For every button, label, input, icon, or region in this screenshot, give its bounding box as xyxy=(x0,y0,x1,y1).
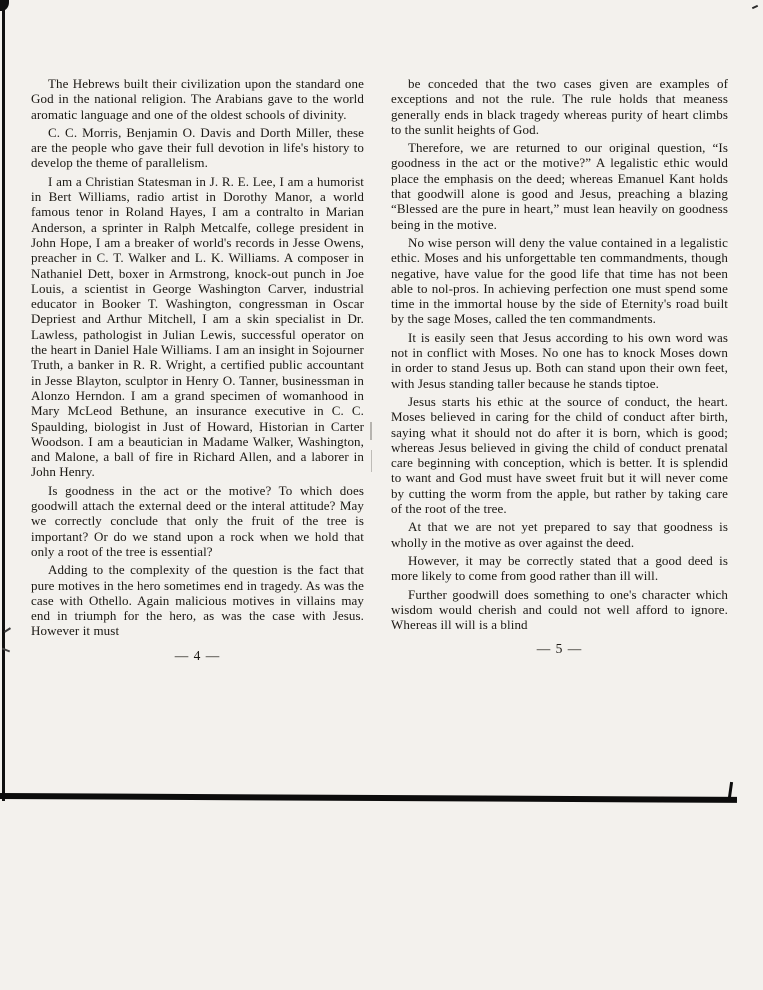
scan-artifact-topright-speck xyxy=(752,5,758,9)
left-page-column xyxy=(31,76,364,663)
scan-artifact-topleft-corner xyxy=(0,0,9,11)
right-page-column xyxy=(391,76,728,657)
paragraph: The Hebrews built their civilization upon the standard one God in the national religion. The Arabians gave to the world aromatic language and one of the oldest schools of divinity. xyxy=(31,76,364,122)
paragraph: Therefore, we are returned to our original question, “Is goodness in the act or the motive?” A legalistic ethic would place the emphasis on the deed; whereas Emanuel Kant holds that goodwill alone is good and Jesus, preaching a blazing “Blessed are the pure in heart,” must lean heavily on goodness being in the motive. xyxy=(391,140,728,232)
scan-artifact-left-edge xyxy=(2,0,5,801)
paragraph: However, it may be correctly stated that a good deed is more likely to come from good rather than ill will. xyxy=(391,552,728,584)
scan-artifact-bottom-band-tick xyxy=(728,782,733,798)
scan-artifact-bottom-band xyxy=(0,793,737,803)
left-page-number: — 4 — xyxy=(174,647,221,663)
scan-artifact-margin-speck xyxy=(4,627,11,632)
paragraph: No wise person will deny the value contained in a legalistic ethic. Moses and his unforgettable ten commandments, though negative, have value for the good life that time has not been able to nol-pros. In achieving perfection one must spend some time in the immortal house by the side of Eternity's road built by the sage Moses, called the ten commandments. xyxy=(391,234,728,327)
paragraph: It is easily seen that Jesus according to his own word was not in conflict with Moses. No one has to knock Moses down in order to stand Jesus up. Both can stand upon their own feet, with Jesus standing taller because he stands tiptoe. xyxy=(391,329,728,391)
right-page-text xyxy=(391,76,728,632)
paragraph: Adding to the complexity of the question is the fact that pure motives in the hero sometimes end in tragedy. As was the case with Othello. Again malicious motives in villains may end in triumph for the hero, as was the case with Jesus. However it must xyxy=(31,562,364,639)
paragraph: At that we are not yet prepared to say that goodness is wholly in the motive as over against the deed. xyxy=(391,519,728,550)
paragraph: I am a Christian Statesman in J. R. E. Lee, I am a humorist in Bert Williams, radio artist in Dorothy Manor, a world famous tenor in Roland Hayes, I am a contralto in Marian Anderson, a sprinter in Ralph Metcalfe, college president in John Hope, I am a breaker of world's records in Jesse Owens, preacher in C. T. Walker and L. K. Williams. A composer in Nathaniel Dett, boxer in Armstrong, knock-out punch in Joe Louis, a scientist in George Washington Carver, industrial educator in Booker T. Washington, congressman in Oscar Depriest and Arthur Mitchell, I am a skin specialist in Dr. Lawless, pathologist in Julian Lewis, successful operator on the heart in Daniel Hale Williams. I am an insight in Sojourner Truth, a banker in R. R. Wright, a certified public accountant in Jesse Blayton, sculptor in Henry O. Tanner, businessman in Alonzo Herndon. I am a grand specimen of womanhood in Mary McLeod Bethune, an insurance executive in C. C. Spaulding, biologist in Just of Howard, Historian in Carter Woodson. I am a beautician in Madame Walker, Washington, and Malone, a ball of fire in Richard Allen, and a laborer in John Henry. xyxy=(31,173,364,480)
paragraph: Further goodwill does something to one's character which wisdom would cherish and could not well afford to ignore. Whereas ill will is a blind xyxy=(391,586,728,633)
paragraph: C. C. Morris, Benjamin O. Davis and Dorth Miller, these are the people who gave their full devotion in life's history to develop the theme of parallelism. xyxy=(31,124,364,171)
left-page-text xyxy=(31,76,364,639)
scan-artifact-gutter-mark xyxy=(371,450,372,472)
paragraph: Is goodness in the act or the motive? To which does goodwill attach the external deed or the interal attitude? May we correctly conclude that only the fruit of the tree is important? Or do we stand upon a rock when we hold that only a root of the tree is essential? xyxy=(31,482,364,559)
paragraph: Jesus starts his ethic at the source of conduct, the heart. Moses believed in caring for the child of conduct after birth, saying what it should not do after it is born, which is good; whereas Jesus believed in giving the child of conduct prenatal care beginning with conception, which is better. It is splendid to want and God must have sweet fruit but it will never come by cutting the worm from the apple, but rather by taking care of the root of the tree. xyxy=(391,393,728,517)
scan-artifact-gutter-mark xyxy=(370,422,372,440)
paragraph: be conceded that the two cases given are examples of exceptions and not the rule. The rule holds that meaness generally ends in black tragedy whereas purity of heart climbs to the sunlit heights of God. xyxy=(391,76,728,137)
right-page-number: — 5 — xyxy=(536,641,583,657)
